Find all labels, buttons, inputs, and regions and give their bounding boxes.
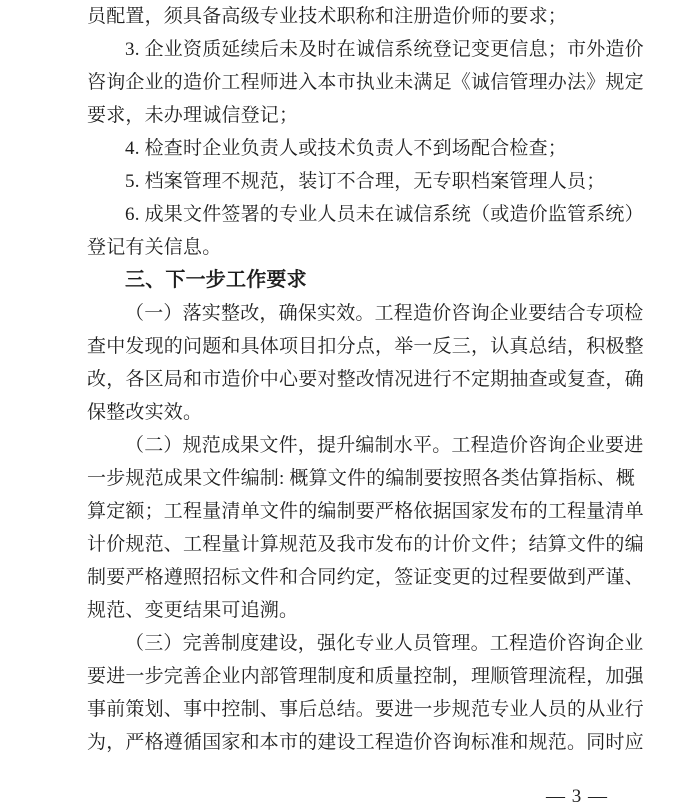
text-line: 事前策划、事中控制、事后总结。要进一步规范专业人员的从业行 bbox=[87, 699, 644, 720]
list-item-5: 5. 档案管理不规范，装订不合理，无专职档案管理人员； bbox=[125, 171, 606, 192]
text-line: 为，严格遵循国家和本市的建设工程造价咨询标准和规范。同时应 bbox=[87, 732, 644, 753]
text-line: 改，各区局和市造价中心要对整改情况进行不定期抽查或复查，确 bbox=[87, 369, 644, 390]
list-item-4: 4. 检查时企业负责人或技术负责人不到场配合检查； bbox=[125, 138, 568, 159]
text-line: 查中发现的问题和具体项目扣分点，举一反三，认真总结，积极整 bbox=[87, 336, 644, 357]
text-line: 要求，未办理诚信登记； bbox=[87, 105, 299, 126]
text-line: 一步规范成果文件编制: 概算文件的编制要按照各类估算指标、概 bbox=[87, 468, 636, 489]
section-heading: 三、下一步工作要求 bbox=[125, 269, 307, 291]
page-number: — 3 — bbox=[546, 786, 608, 807]
subsection-3-start: （三）完善制度建设，强化专业人员管理。工程造价咨询企业 bbox=[125, 633, 644, 654]
document-body bbox=[87, 0, 677, 759]
text-line: 登记有关信息。 bbox=[87, 237, 222, 258]
text-line: 规范、变更结果可追溯。 bbox=[87, 600, 299, 621]
list-item-6: 6. 成果文件签署的专业人员未在诚信系统（或造价监管系统） bbox=[125, 204, 644, 225]
list-item-3: 3. 企业资质延续后未及时在诚信系统登记变更信息；市外造价 bbox=[125, 39, 644, 60]
text-line: 员配置，须具备高级专业技术职称和注册造价师的要求； bbox=[87, 6, 568, 27]
text-line: 要进一步完善企业内部管理制度和质量控制，理顺管理流程，加强 bbox=[87, 666, 644, 687]
text-line: 计价规范、工程量计算规范及我市发布的计价文件；结算文件的编 bbox=[87, 534, 644, 555]
subsection-1-start: （一）落实整改，确保实效。工程造价咨询企业要结合专项检 bbox=[125, 303, 644, 324]
text-line: 制要严格遵照招标文件和合同约定，签证变更的过程要做到严谨、 bbox=[87, 567, 644, 588]
subsection-2-start: （二）规范成果文件，提升编制水平。工程造价咨询企业要进 bbox=[125, 435, 644, 456]
text-line: 算定额；工程量清单文件的编制要严格依据国家发布的工程量清单 bbox=[87, 501, 644, 522]
text-line: 保整改实效。 bbox=[87, 402, 203, 423]
text-line: 咨询企业的造价工程师进入本市执业未满足《诚信管理办法》规定 bbox=[87, 72, 644, 93]
